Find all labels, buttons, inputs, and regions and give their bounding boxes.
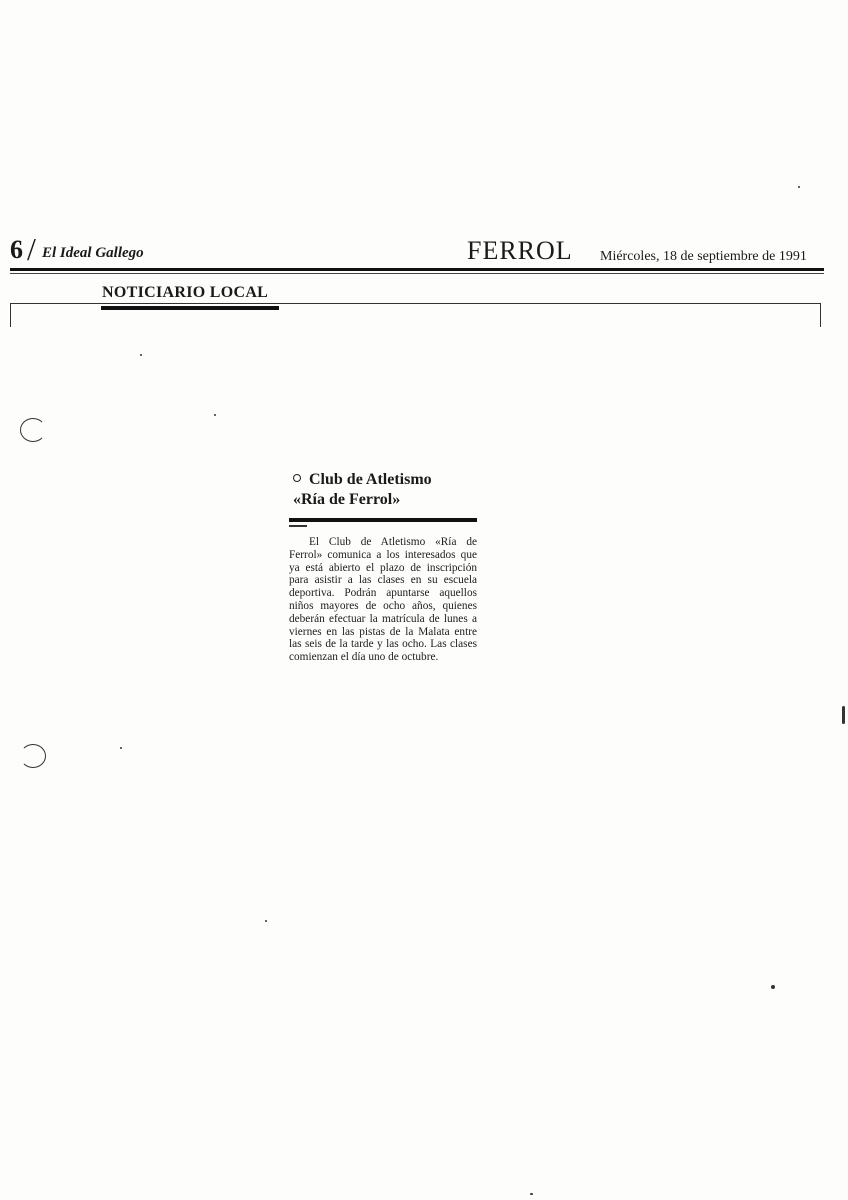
header-rule-thin (10, 273, 824, 274)
article-rule-thin (289, 525, 307, 527)
frame-left-line (10, 303, 11, 327)
scan-speck (530, 1193, 533, 1195)
frame-right-line (820, 303, 821, 327)
scan-speck (842, 706, 845, 724)
frame-top-line (10, 303, 821, 304)
scan-speck (265, 920, 267, 922)
scan-speck (798, 186, 800, 188)
page-number: 6 (10, 235, 23, 264)
punch-hole-mark (20, 418, 46, 442)
headline-line-1 (293, 470, 477, 490)
scan-speck (214, 414, 216, 416)
scan-speck (120, 747, 122, 749)
publication-date: Miércoles, 18 de septiembre de 1991 (600, 249, 807, 264)
header-slash: / (27, 231, 36, 267)
subsection-title: NOTICIARIO LOCAL (102, 283, 272, 303)
article-headline (289, 470, 477, 510)
headline-text-1: Club de Atletismo (309, 471, 432, 488)
subsection-rule (101, 306, 279, 310)
article (289, 470, 477, 675)
headline-line-2: «Ría de Ferrol» (293, 491, 401, 508)
scan-speck (140, 354, 142, 356)
header-rule (10, 268, 824, 271)
article-rule (289, 518, 477, 522)
section-title: FERROL (467, 236, 573, 265)
scan-speck (771, 985, 775, 989)
newspaper-name: El Ideal Gallego (42, 245, 144, 261)
punch-hole-mark (20, 744, 46, 768)
article-body: El Club de Atletismo «Ría de Ferrol» comunica a los interesados que ya está abierto el plazo de inscripción para asistir a las clases en su escuela deportiva. Podrán apuntarse aquellos niños mayores de ocho años, quienes deberán efectuar la matrícula de lunes a viernes en las pistas de la Malata entre las seis de la tarde y las ocho. Las clases comienzan el día uno de octubre. (289, 536, 477, 664)
bullet-icon (293, 474, 301, 482)
